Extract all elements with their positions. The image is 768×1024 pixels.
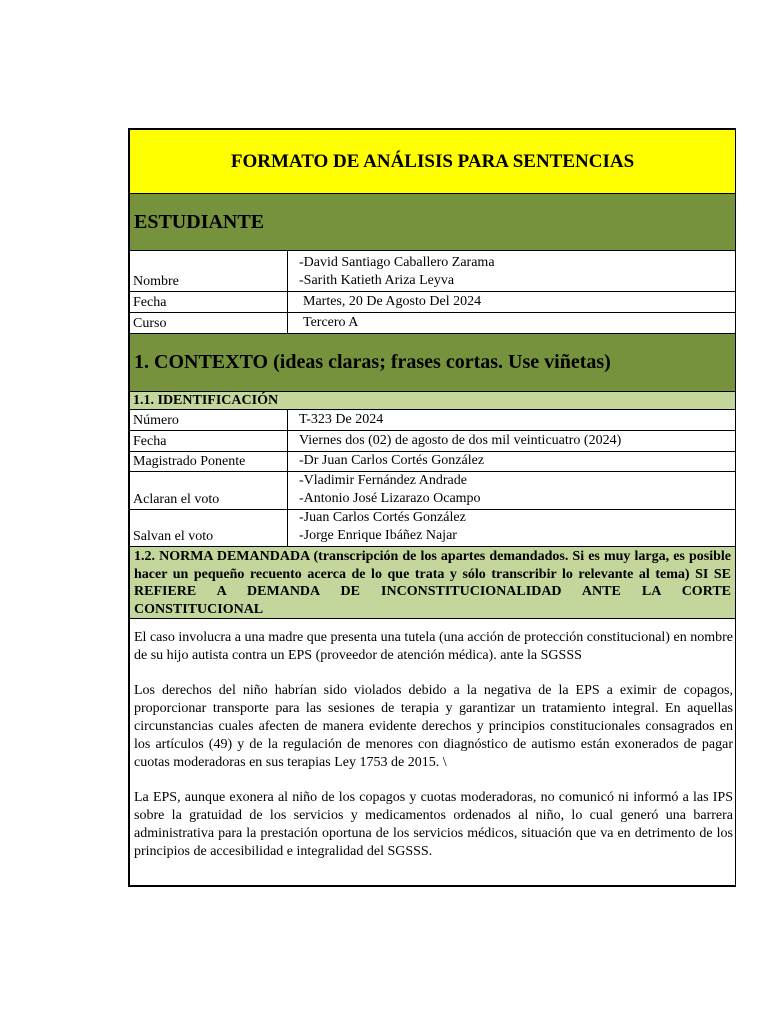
row-value (288, 410, 735, 430)
row-value (288, 472, 735, 509)
paragraph: Los derechos del niño habrían sido violados debido a la negativa de la EPS a eximir de copagos, proporcionar transporte para las sesiones de terapia y garantizar un tratamiento integral. En aquellas circunstancias cuales afecten de manera evidente derechos y principios constitucionales consagrados en los artículos (49) y de la regulación de menores con diagnóstico de autismo están exonerados de pagar cuotas moderadoras en sus terapias Ley 1753 de 2015. \ (134, 683, 733, 770)
row-value (288, 313, 735, 333)
value-line: -Vladimir Fernández Andrade (299, 473, 467, 488)
student-name-row (130, 251, 736, 292)
value-line: Viernes dos (02) de agosto de dos mil veinticuatro (2024) (299, 433, 622, 448)
row-label: Magistrado Ponente (130, 452, 288, 471)
value-line: Tercero A (303, 315, 359, 330)
row-value (288, 431, 735, 451)
case-date-row (130, 431, 736, 452)
value-line: -Sarith Katieth Ariza Leyva (299, 273, 455, 288)
norma-header: 1.2. NORMA DEMANDADA (transcripción de los apartes demandados. Si es muy larga, es posible hacer un pequeño recuento acerca de lo que trata y sólo transcribir lo relevante al tema) SI SE REFIERE A DEMANDA DE INCONSTITUCIONALIDAD ANTE LA CORTE CONSTITUCIONAL (130, 547, 736, 619)
identification-header: 1.1. IDENTIFICACIÓN (130, 392, 736, 410)
case-number-row (130, 410, 736, 431)
magistrate-row (130, 452, 736, 472)
clarify-vote-row (130, 472, 736, 510)
student-course-row (130, 313, 736, 334)
paragraph: La EPS, aunque exonera al niño de los copagos y cuotas moderadoras, no comunicó ni informó a las IPS sobre la gratuidad de los servicios y medicamentos ordenados al niño, lo cual generó una barrera administrativa para la prestación oportuna de los servicios médicos, situación que va en detrimento de los principios de accesibilidad e integralidad del SGSSS. (134, 790, 733, 859)
row-label: Número (130, 410, 288, 430)
analysis-form (128, 128, 736, 887)
row-value (288, 452, 735, 471)
context-section-header: 1. CONTEXTO (ideas claras; frases cortas. Use viñetas) (130, 334, 736, 392)
value-line: -Juan Carlos Cortés González (299, 510, 466, 525)
dissent-vote-row (130, 510, 736, 547)
norma-body (130, 619, 736, 887)
row-label: Salvan el voto (130, 510, 288, 546)
value-line: -David Santiago Caballero Zarama (299, 255, 495, 270)
value-line: -Antonio José Lizarazo Ocampo (299, 491, 481, 506)
value-line: -Jorge Enrique Ibáñez Najar (299, 528, 457, 543)
row-label: Curso (130, 313, 288, 333)
value-line: Martes, 20 De Agosto Del 2024 (303, 294, 482, 309)
row-label: Nombre (130, 251, 288, 291)
student-section-header: ESTUDIANTE (130, 194, 736, 251)
row-value (288, 510, 735, 546)
row-value (288, 251, 735, 291)
row-label: Fecha (130, 292, 288, 312)
value-line: -Dr Juan Carlos Cortés González (299, 453, 485, 468)
row-value (288, 292, 735, 312)
value-line: T-323 De 2024 (299, 412, 384, 427)
row-label: Fecha (130, 431, 288, 451)
form-title: FORMATO DE ANÁLISIS PARA SENTENCIAS (130, 130, 736, 194)
student-date-row (130, 292, 736, 313)
row-label: Aclaran el voto (130, 472, 288, 509)
paragraph: El caso involucra a una madre que presenta una tutela (una acción de protección constitucional) en nombre de su hijo autista contra un EPS (proveedor de atención médica). ante la SGSSS (134, 630, 733, 663)
